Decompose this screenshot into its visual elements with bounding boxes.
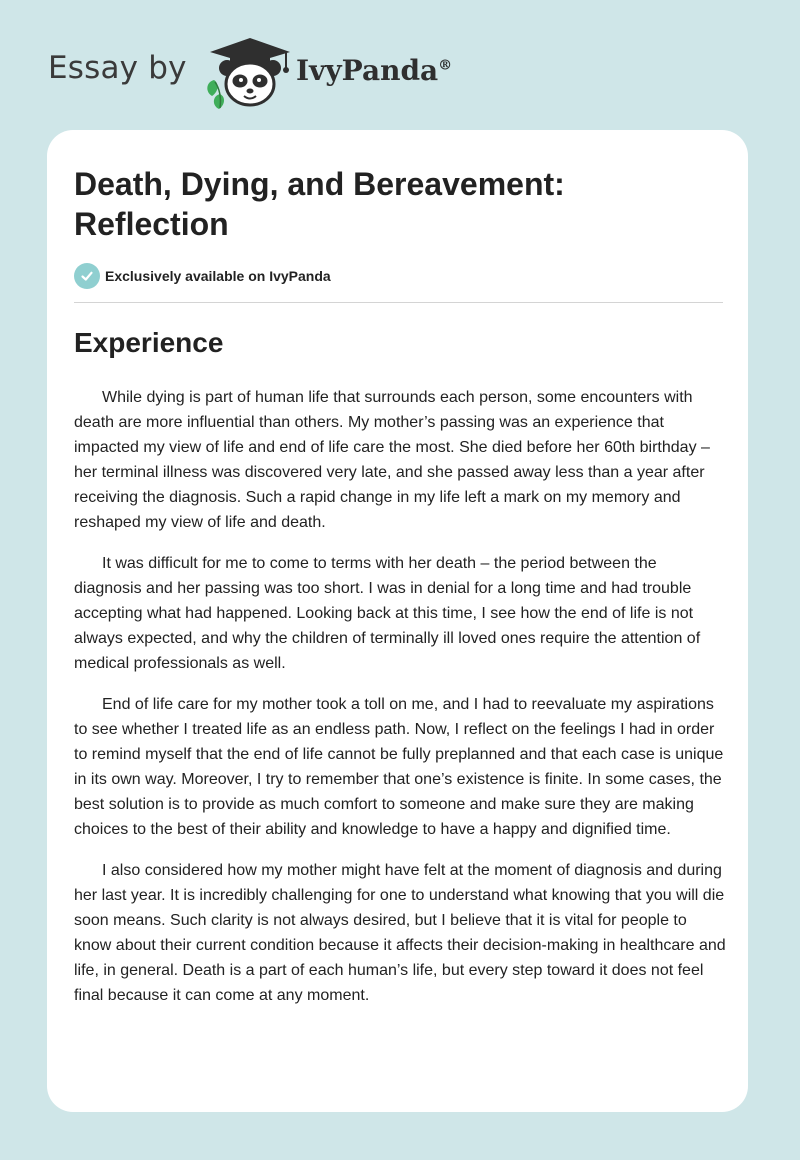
brand-name[interactable]	[296, 54, 452, 87]
site-header	[0, 0, 800, 120]
section-heading: Experience	[74, 327, 224, 358]
check-icon	[74, 263, 100, 289]
essay-card	[47, 130, 748, 1112]
divider	[74, 302, 723, 303]
paragraph: I also considered how my mother might have felt at the moment of diagnosis and during her last year. It is incredibly challenging for one to understand what knowing that you will die soon means. Such clarity is not always desired, but I believe that it is vital for people to know about their current condition because it affects their decision-making in healthcare and life, in general. Death is a part of each human’s life, but every step toward it does not feel final because it can come at any moment.	[74, 862, 726, 1004]
paragraph: While dying is part of human life that surrounds each person, some encounters with death are more influential than others. My mother’s passing was an experience that impacted my view of life and end of life care the most. She died before her 60th birthday – her terminal illness was discovered very late, and she passed away less than a year after receiving the diagnosis. Such a rapid change in my life left a mark on my memory and reshaped my view of life and death.	[74, 389, 710, 531]
paragraph: End of life care for my mother took a toll on me, and I had to reevaluate my aspirations to see whether I treated life as an endless path. Now, I reflect on the feelings I had in order to remind myself that the end of life cannot be fully preplanned and that each case is unique in its own way. Moreover, I try to remember that one’s existence is finite. In some cases, the best solution is to provide as much comfort to someone and make sure they are making choices to the best of their ability and knowledge to have a happy and dignified time.	[74, 696, 724, 838]
essay-body	[74, 385, 726, 1024]
brand-name-text: IvyPanda	[296, 54, 439, 87]
essay-by-label: Essay by	[48, 50, 187, 86]
ivypanda-logo-icon[interactable]	[200, 34, 296, 110]
essay-title: Death, Dying, and Bereavement: Reflection	[74, 166, 565, 242]
registered-mark: ®	[438, 57, 453, 74]
exclusive-badge-text: Exclusively available on IvyPanda	[105, 268, 331, 284]
exclusive-badge	[74, 263, 331, 289]
paragraph: It was difficult for me to come to terms with her death – the period between the diagnosis and her passing was too short. I was in denial for a long time and had trouble accepting what had happened. Looking back at this time, I see how the end of life is not always expected, and why the children of terminally ill loved ones require the attention of medical professionals as well.	[74, 555, 701, 672]
